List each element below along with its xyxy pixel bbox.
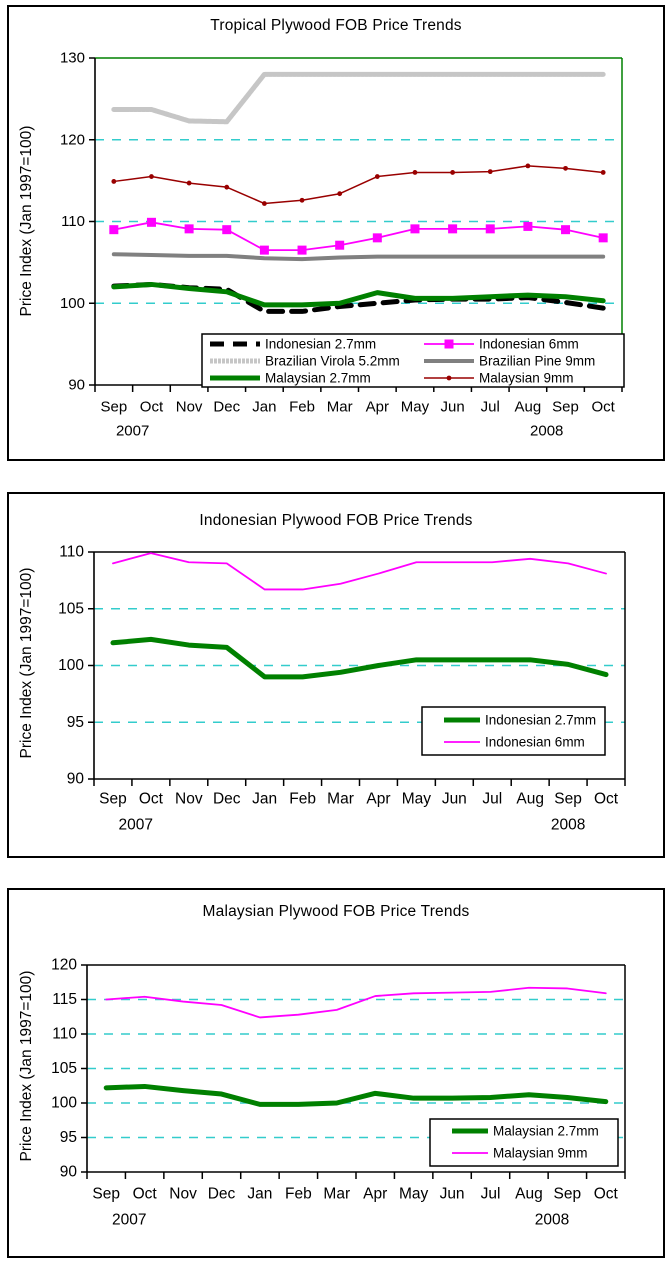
x-tick-label: Nov	[175, 790, 203, 808]
x-tick-label: Dec	[207, 1185, 236, 1203]
x-tick-label: Oct	[139, 398, 164, 416]
square-marker	[147, 218, 156, 227]
square-marker	[373, 233, 382, 242]
dot-marker	[262, 201, 267, 206]
malaysian-2-7mm-line	[114, 284, 603, 304]
x-tick-label: Sep	[99, 790, 127, 808]
x-tick-label: Aug	[515, 1185, 543, 1203]
tropical-plywood-plot-area	[9, 7, 663, 459]
legend-label: Brazilian Virola 5.2mm	[265, 353, 400, 369]
x-year-label: 2008	[530, 422, 564, 440]
square-marker	[185, 224, 194, 233]
dot-marker	[450, 170, 455, 175]
square-marker	[298, 246, 307, 255]
dot-marker	[525, 164, 530, 169]
x-tick-label: Nov	[175, 398, 203, 416]
x-tick-label: Jan	[247, 1185, 273, 1203]
indonesian-2-7mm-line	[113, 639, 606, 676]
x-tick-label: Sep	[92, 1185, 121, 1203]
x-tick-label: Jun	[439, 1185, 465, 1203]
y-tick-label: 95	[66, 713, 84, 731]
x-tick-label: May	[400, 398, 430, 416]
x-tick-label: Jul	[480, 398, 500, 416]
x-tick-label: Feb	[289, 790, 316, 808]
malaysian-plywood-chart	[7, 888, 665, 1258]
square-marker	[260, 246, 269, 255]
x-year-label: 2007	[112, 1211, 147, 1229]
y-axis-title: Price Index (Jan 1997=100)	[18, 970, 35, 1162]
indonesian-plywood-plot-area	[9, 494, 663, 856]
x-tick-label: Sep	[553, 1185, 582, 1203]
malaysian-9mm-line	[114, 166, 603, 204]
x-tick-label: Feb	[289, 398, 315, 416]
x-tick-label: Sep	[552, 398, 579, 416]
x-year-label: 2008	[534, 1211, 570, 1229]
y-tick-label: 100	[59, 294, 85, 312]
square-marker	[109, 225, 118, 234]
legend-label: Indonesian 6mm	[479, 336, 579, 352]
chart-title: Indonesian Plywood FOB Price Trends	[199, 512, 473, 529]
y-tick-label: 120	[51, 956, 77, 974]
x-tick-label: Jul	[482, 790, 503, 808]
dot-marker	[187, 181, 192, 186]
square-marker	[486, 224, 495, 233]
x-tick-label: Jan	[252, 790, 278, 808]
square-marker	[335, 241, 344, 250]
y-tick-label: 90	[66, 770, 84, 788]
legend-label: Malaysian 2.7mm	[265, 370, 371, 386]
dot-marker	[149, 174, 154, 179]
dot-marker	[413, 170, 418, 175]
y-tick-label: 100	[51, 1094, 77, 1112]
y-tick-label: 105	[51, 1060, 77, 1077]
x-tick-label: Apr	[366, 790, 391, 808]
square-marker	[523, 222, 532, 231]
x-tick-label: Nov	[169, 1185, 197, 1203]
legend-square-marker	[445, 340, 454, 349]
indonesian-6mm-line	[113, 553, 606, 589]
legend-label: Indonesian 2.7mm	[485, 712, 597, 728]
y-tick-label: 110	[61, 213, 85, 230]
x-year-label: 2007	[118, 816, 153, 834]
y-tick-label: 90	[68, 376, 85, 394]
x-tick-label: Mar	[326, 398, 353, 416]
x-tick-label: Oct	[591, 398, 615, 416]
legend-label: Indonesian 2.7mm	[265, 336, 377, 352]
x-tick-label: Oct	[132, 1185, 157, 1203]
malaysian-9mm-line	[106, 988, 606, 1018]
x-tick-label: Dec	[213, 398, 241, 416]
y-tick-label: 110	[59, 543, 84, 561]
dot-marker	[563, 166, 568, 171]
dot-marker	[111, 179, 116, 184]
legend-dot-marker	[447, 376, 452, 381]
x-tick-label: Oct	[593, 1185, 618, 1203]
dot-marker	[337, 191, 342, 196]
x-tick-label: Dec	[212, 790, 241, 808]
legend-label: Malaysian 9mm	[493, 1145, 588, 1161]
x-tick-label: Sep	[100, 398, 128, 416]
x-tick-label: Jun	[440, 398, 465, 416]
x-year-label: 2008	[550, 816, 586, 834]
x-tick-label: Apr	[365, 398, 389, 416]
brazilian-virola-5-2mm-line	[114, 74, 603, 121]
x-tick-label: Jan	[252, 398, 277, 416]
y-tick-label: 110	[52, 1025, 77, 1043]
x-tick-label: May	[401, 790, 432, 808]
x-tick-label: Mar	[327, 790, 354, 808]
chart-title: Tropical Plywood FOB Price Trends	[210, 17, 462, 34]
y-tick-label: 120	[59, 131, 85, 149]
y-tick-label: 90	[59, 1163, 77, 1181]
y-tick-label: 130	[59, 49, 85, 67]
y-tick-label: 100	[58, 657, 84, 674]
x-tick-label: Aug	[514, 398, 542, 416]
x-tick-label: Feb	[284, 1185, 312, 1203]
x-year-label: 2007	[115, 422, 150, 440]
y-axis-title: Price Index (Jan 1997=100)	[18, 125, 35, 317]
x-tick-label: Jun	[441, 790, 467, 808]
chart-title: Malaysian Plywood FOB Price Trends	[202, 903, 470, 920]
square-marker	[561, 225, 570, 234]
square-marker	[599, 233, 608, 242]
malaysian-2-7mm-line	[106, 1086, 606, 1104]
x-tick-label: Jul	[480, 1185, 501, 1203]
y-tick-label: 105	[58, 600, 84, 618]
x-tick-label: Oct	[138, 790, 163, 808]
indonesian-6mm-markers	[109, 218, 607, 255]
malaysian-plywood-plot-area	[9, 890, 663, 1256]
dot-marker	[224, 185, 229, 190]
y-tick-label: 95	[59, 1129, 77, 1146]
square-marker	[410, 224, 419, 233]
square-marker	[448, 224, 457, 233]
x-tick-label: Apr	[363, 1185, 388, 1203]
dot-marker	[488, 169, 493, 174]
tropical-plywood-chart	[7, 5, 665, 461]
dot-marker	[300, 198, 305, 203]
dot-marker	[601, 170, 606, 175]
square-marker	[222, 225, 231, 234]
x-tick-label: Oct	[593, 790, 619, 808]
x-tick-label: Sep	[554, 790, 582, 808]
x-tick-label: Aug	[516, 790, 544, 808]
legend-label: Brazilian Pine 9mm	[479, 353, 596, 369]
y-axis-title: Price Index (Jan 1997=100)	[18, 567, 35, 759]
legend-label: Malaysian 9mm	[479, 370, 574, 386]
legend-label: Indonesian 6mm	[485, 734, 585, 750]
brazilian-pine-9mm-line	[114, 254, 603, 259]
dot-marker	[375, 174, 380, 179]
y-tick-label: 115	[52, 991, 77, 1008]
legend-label: Malaysian 2.7mm	[493, 1123, 599, 1139]
indonesian-plywood-chart	[7, 492, 665, 858]
x-tick-label: Mar	[323, 1185, 351, 1203]
x-tick-label: May	[398, 1185, 429, 1203]
